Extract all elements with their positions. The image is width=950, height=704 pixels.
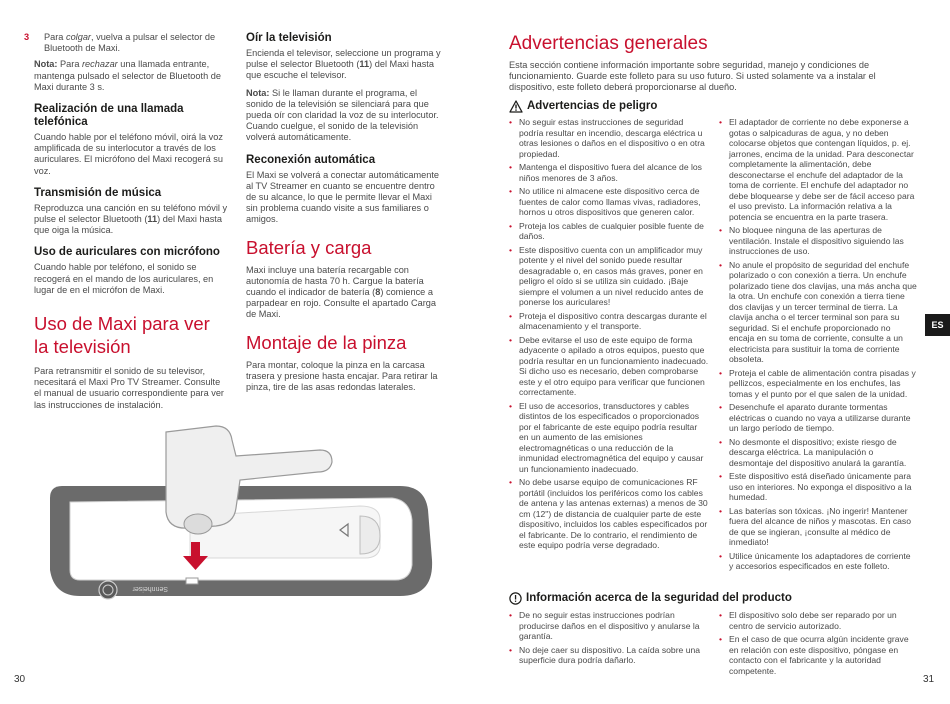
list-item: • Debe evitarse el uso de este equipo de forma adyacente o apilado a otros equipos, puesto que podría resultar en un funcionamiento inadecuado. Si dicho uso es necesario, deben comprobarse este y el otro equipo para verificar que funcionen correctamente. xyxy=(509,335,709,398)
list-item: • Las baterías son tóxicas. ¡No ingerir! Mantener fuera del alcance de niños y mascotas. En caso de que se ingieran, ¡consulte al médico de inmediato! xyxy=(719,506,917,548)
note-call-during-tv: Nota: Si le llaman durante el programa, el sonido de la televisión se silenciará para que pueda oír con claridad la voz de su interlocutor. Cuando cuelgue, el sonido de la televisión volverá automáticamente. xyxy=(246,87,439,143)
device-brand-label: Sennheiser xyxy=(132,585,168,592)
battery-heading: Batería y carga xyxy=(246,236,372,258)
warning-triangle-icon xyxy=(509,100,523,113)
battery-text: Maxi incluye una batería recargable con autonomía de hasta 70 h. Cargue la batería cuando el indicador de batería (8) comience a parpadear en rojo. Consulte el apartado Carga de Maxi. xyxy=(246,264,436,320)
list-item: • Proteja el cable de alimentación contra pisadas y pellizcos, especialmente en los enchufes, las tomas y el punto por el que salen de la unidad. xyxy=(719,368,917,400)
list-item: • Desenchufe el aparato durante tormentas eléctricas o cuando no vaya a utilizarse durante un largo período de tiempo. xyxy=(719,402,917,434)
call-text: Cuando hable por el teléfono móvil, oirá la voz amplificada de su interlocutor a través de los auriculares. El micrófono del Maxi recogerá su voz. xyxy=(34,132,223,176)
music-text: Reproduzca una canción en su teléfono móvil y pulse el selector Bluetooth (11) del Maxi hasta que oiga la música. xyxy=(34,202,228,236)
hear-tv-heading: Oír la televisión xyxy=(246,32,332,44)
page-number-left: 30 xyxy=(14,674,26,685)
power-button-icon xyxy=(99,581,117,599)
language-tab: ES xyxy=(925,314,950,336)
list-item: • En el caso de que ocurra algún incidente grave en relación con este dispositivo, póngase en contacto con el fabricante y la autoridad competente. xyxy=(719,634,917,676)
info-column-1 xyxy=(509,610,709,669)
clip-heading: Montaje de la pinza xyxy=(246,331,407,353)
list-item: • No debe usarse equipo de comunicaciones RF portátil (incluidos los periféricos como los cables de antena y las antenas externas) a menos de 30 cm (12") de distancia de cualquier parte de este dispositivo, incluidos los cables especificados por el fabricante. De lo contrario, el rendimiento de este equipo podría verse degradado. xyxy=(509,477,709,551)
warnings-heading: Advertencias generales xyxy=(509,33,708,54)
reconnect-text: El Maxi se volverá a conectar automáticamente al TV Streamer en cuanto se encuentre dentro de su alcance, lo que le permite llevar el Maxi sin problema cuando visite a sus familiares o amigos. xyxy=(246,169,440,225)
danger-column-1 xyxy=(509,117,709,554)
list-item: • El uso de accesorios, transductores y cables distintos de los especificados o proporcionados por el fabricante de este equipo podría resultar en un aumento de las emisiones electromagnéticas o una reducción de la inmunidad electromagnética del equipo y causar un funcionamiento inadecuado. xyxy=(509,401,709,475)
list-item: • No desmonte el dispositivo; existe riesgo de descarga eléctrica. La manipulación o desmontaje del dispositivo anulará la garantía. xyxy=(719,437,917,469)
headset-heading: Uso de auriculares con micrófono xyxy=(34,246,220,259)
clip-notch xyxy=(186,578,198,584)
list-item: • El adaptador de corriente no debe exponerse a gotas o salpicaduras de agua, y no deben colocarse objetos que contengan líquidos, p. ej. jarrones, encima de la unidad. Para desconectar completamente la alimentación, debe desconectarse el enchufe del adaptador de la toma de corriente. El enchufe del adaptador no debe bloquearse y debe ser de fácil acceso para el uso previsto. La información relativa a la potencia se encuentra en la parte trasera. xyxy=(719,117,917,222)
arrow-down-stem xyxy=(191,542,200,558)
list-item: • Mantenga el dispositivo fuera del alcance de los niños menores de 3 años. xyxy=(509,162,709,183)
list-item: • No deje caer su dispositivo. La caída sobre una superficie dura podría dañarlo. xyxy=(509,645,709,666)
note-reject-call: Nota: Para rechazar una llamada entrante, mantenga pulsado el selector de Bluetooth de Maxi durante 3 s. xyxy=(34,59,221,92)
list-item: • El dispositivo solo debe ser reparado por un centro de servicio autorizado. xyxy=(719,610,917,631)
info-heading: Información acerca de la seguridad del producto xyxy=(509,592,915,605)
warnings-intro: Esta sección contiene información importante sobre seguridad, manejo y condiciones de funcionamiento. Guarde este folleto para su uso futuro. Si usted solamente va a instalar el dispositivo, este folleto deberá proporcionarse al dueño. xyxy=(509,60,876,93)
right-page xyxy=(475,0,950,704)
right-intro xyxy=(509,32,915,119)
info-list-1 xyxy=(509,610,709,666)
clip-handle xyxy=(184,514,212,534)
clip-text: Para montar, coloque la pinza en la carcasa trasera y presione hasta encajar. Para retirar la pinza, tire de las asas redondas laterales. xyxy=(246,359,438,393)
page-number-right: 31 xyxy=(923,674,935,685)
list-item: • Proteja el dispositivo contra descargas durante el almacenamiento y el transporte. xyxy=(509,311,709,332)
clip-mounting-illustration xyxy=(40,420,440,610)
info-circle-icon xyxy=(509,592,522,605)
info-section xyxy=(509,592,915,611)
list-item: • No utilice ni almacene este dispositivo cerca de fuentes de calor como llamas vivas, radiadores, hornos u otros dispositivos que generen calor. xyxy=(509,186,709,218)
list-item: • No seguir estas instrucciones de seguridad podría resultar en incendio, descarga eléctrica u otras lesiones o daños en el dispositivo o en otra propiedad. xyxy=(509,117,709,159)
list-item: • Proteja los cables de cualquier posible fuente de daños. xyxy=(509,221,709,242)
danger-list-2 xyxy=(719,117,917,572)
list-item: • Este dispositivo está diseñado únicamente para uso en interiores. No exponga el dispositivo a la humedad. xyxy=(719,471,917,503)
call-heading: Realización de una llamada telefónica xyxy=(34,103,184,129)
tv-heading: Uso de Maxi para ver la televisión xyxy=(34,313,210,358)
list-item: • No bloquee ninguna de las aperturas de ventilación. Instale el dispositivo siguiendo las instrucciones de uso. xyxy=(719,225,917,257)
info-list-2 xyxy=(719,610,917,676)
tv-text: Para retransmitir el sonido de su televisor, necesitará el Maxi Pro TV Streamer. Consulte el manual de usuario correspondiente para ver las instrucciones de instalación. xyxy=(34,366,224,410)
danger-column-2 xyxy=(719,117,917,575)
reconnect-heading: Reconexión automática xyxy=(246,153,376,166)
left-column-1 xyxy=(24,32,228,416)
list-item: • De no seguir estas instrucciones podrían producirse daños en el dispositivo y anularse la garantía. xyxy=(509,610,709,642)
danger-heading: Advertencias de peligro xyxy=(509,100,915,113)
headset-text: Cuando hable por teléfono, el sonido se recogerá en el mando de los auriculares, en lugar de en el micrófon de Maxi. xyxy=(34,262,214,295)
list-item: • No anule el propósito de seguridad del enchufe polarizado o con conexión a tierra. Un enchufe polarizado tiene dos clavijas, una más ancha que la otra. Un enchufe con conexión a tierra tiene dos clavijas y un tercer terminal de tierra. La clavija ancha o el tercer terminal son para su seguridad. Si el enchufe proporcionado no encaja en su toma de corriente, consulte a un electricista para sustituir la toma de corriente obsoleta. xyxy=(719,260,917,365)
hear-tv-text: Encienda el televisor, seleccione un programa y pulse el selector Bluetooth (11) del Maxi hasta que escuche el televisor. xyxy=(246,48,441,81)
music-heading: Transmisión de música xyxy=(34,186,162,199)
info-column-2 xyxy=(719,610,917,679)
list-item: • Este dispositivo cuenta con un amplificador muy potente y el nivel del sonido puede resultar desagradable o, en casos más graves, poner en peligro el oído si se utiliza sin cuidado. ¡Baje siempre el volumen a un nivel reducido antes de ponerse los auriculares! xyxy=(509,245,709,308)
step-3: 3 Para colgar, vuelva a pulsar el selector de Bluetooth de Maxi. xyxy=(24,32,216,54)
danger-list-1 xyxy=(509,117,709,551)
left-column-2 xyxy=(246,32,442,398)
list-item: • Utilice únicamente los adaptadores de corriente y accesorios especificados en este folleto. xyxy=(719,551,917,572)
